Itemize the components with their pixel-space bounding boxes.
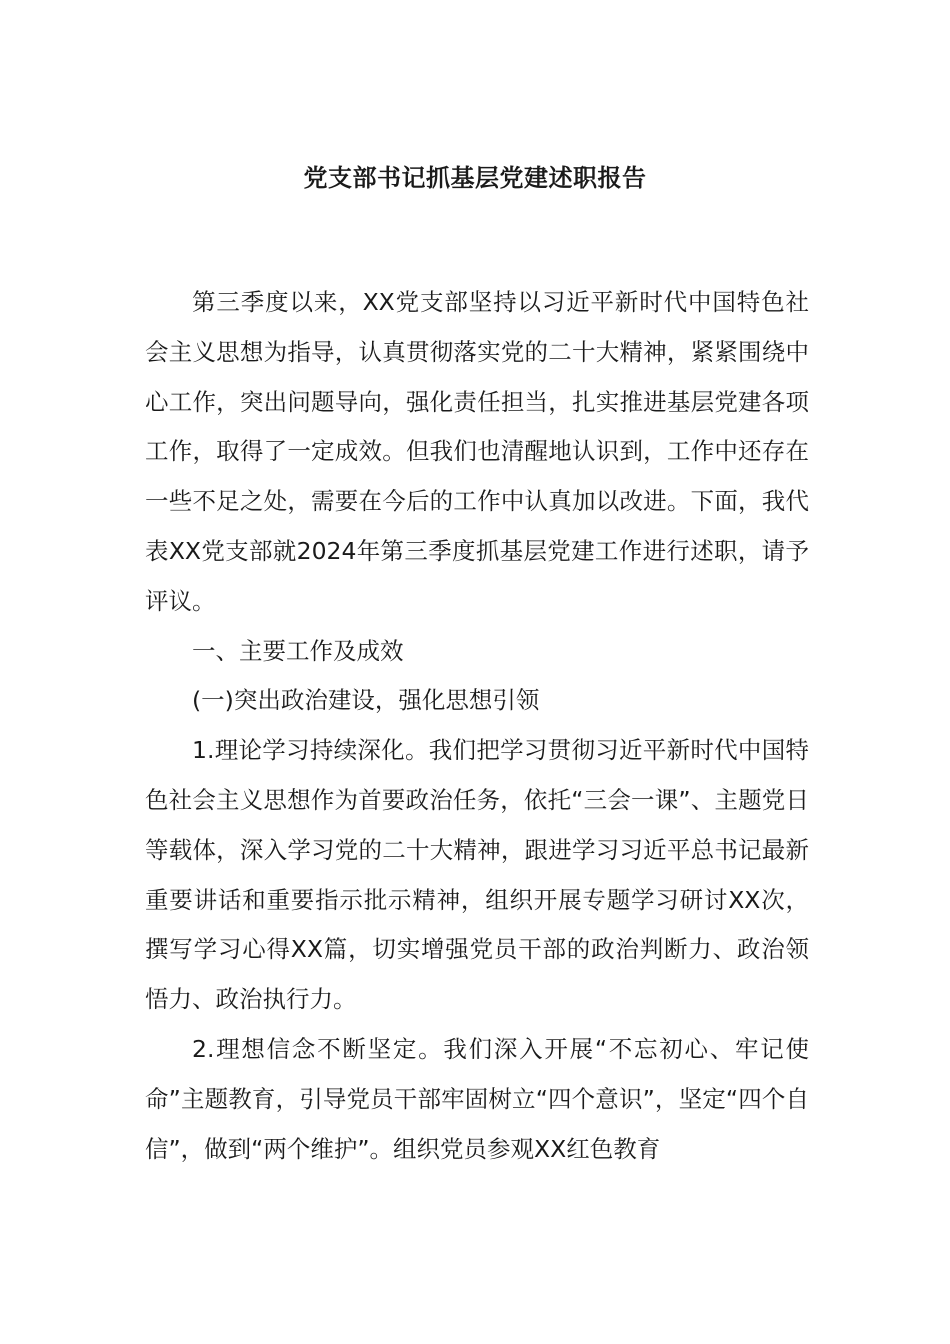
document-body <box>145 278 809 1174</box>
paragraph-ideals-beliefs: 2.理想信念不断坚定。我们深入开展“不忘初心、牢记使命”主题教育，引导党员干部牢固树立“四个意识”，坚定“四个自信”，做到“两个维护”。组织党员参观XX红色教育 <box>145 1034 809 1163</box>
section-heading-1: 一、主要工作及成效 <box>192 636 404 665</box>
paragraph-intro: 第三季度以来，XX党支部坚持以习近平新时代中国特色社会主义思想为指导，认真贯彻落实党的二十大精神，紧紧围绕中心工作，突出问题导向，强化责任担当，扎实推进基层党建各项工作，取得了一定成效。但我们也清醒地认识到，工作中还存在一些不足之处，需要在今后的工作中认真加以改进。下面，我代表XX党支部就2024年第三季度抓基层党建工作进行述职，请予评议。 <box>145 288 809 615</box>
paragraph-theory-study: 1.理论学习持续深化。我们把学习贯彻习近平新时代中国特色社会主义思想作为首要政治任务，依托“三会一课”、主题党日等载体，深入学习党的二十大精神，跟进学习习近平总书记最新重要讲话和重要指示批示精神，组织开展专题学习研讨XX次，撰写学习心得XX篇，切实增强党员干部的政治判断力、政治领悟力、政治执行力。 <box>145 736 809 1014</box>
document-title: 党支部书记抓基层党建述职报告 <box>303 164 647 192</box>
subsection-heading-1: (一)突出政治建设，强化思想引领 <box>192 686 540 715</box>
